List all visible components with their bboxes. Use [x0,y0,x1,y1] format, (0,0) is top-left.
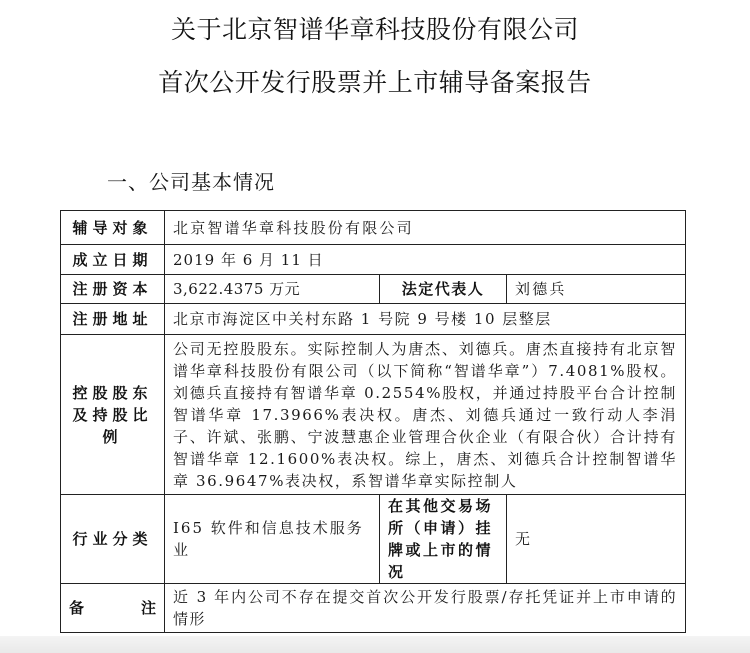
value-controlling-shareholder: 公司无控股股东。实际控制人为唐杰、刘德兵。唐杰直接持有北京智谱华章科技股份有限公司（以下简称“智谱华章”）7.4081%股权。刘德兵直接持有智谱华章 0.2554%股权，并通过持股平台合计控制智谱华章 17.3966%表决权。唐杰、刘德兵通过一致行动人李涓子、许斌、张鹏、宁波慧惠企业管理合伙企业（有限合伙）合计持有智谱华章 12.1600%表决权。综上，唐杰、刘德兵合计控制智谱华章 36.9647%表决权，系智谱华章实际控制人 [165,335,686,495]
label-remarks-left: 备 [69,599,85,617]
value-registered-capital: 3,622.4375 万元 [165,275,380,304]
page-bottom-edge [0,636,750,653]
document-title-line-1: 关于北京智谱华章科技股份有限公司 [170,15,579,44]
document-title-line-2: 首次公开发行股票并上市辅导备案报告 [158,68,592,97]
value-industry: I65 软件和信息技术服务业 [165,495,380,584]
section-heading: 一、公司基本情况 [107,170,275,194]
label-tutoring-target: 辅导对象 [61,211,165,245]
table-row-registered-capital [61,275,686,304]
table-row-controlling-shareholder [61,335,686,495]
table-row-industry [61,495,686,584]
label-legal-representative: 法定代表人 [380,275,507,304]
label-registered-address: 注册地址 [61,304,165,335]
label-established-date: 成立日期 [61,245,165,275]
company-info-table [60,210,686,633]
table-row-tutoring-target [61,211,686,245]
value-tutoring-target: 北京智谱华章科技股份有限公司 [165,211,686,245]
label-remarks [61,584,165,633]
label-registered-capital: 注册资本 [61,275,165,304]
table-row-established-date [61,245,686,275]
table-row-remarks [61,584,686,633]
label-remarks-right: 注 [140,599,156,617]
table-row-registered-address [61,304,686,335]
label-controlling-shareholder: 控股股东及持股比例 [61,335,165,495]
value-other-listing: 无 [507,495,686,584]
value-legal-representative: 刘德兵 [507,275,686,304]
value-remarks: 近 3 年内公司不存在提交首次公开发行股票/存托凭证并上市申请的情形 [165,584,686,633]
value-registered-address: 北京市海淀区中关村东路 1 号院 9 号楼 10 层整层 [165,304,686,335]
label-other-listing: 在其他交易场所（申请）挂牌或上市的情况 [380,495,507,584]
label-industry: 行业分类 [61,495,165,584]
value-established-date: 2019 年 6 月 11 日 [165,245,686,275]
